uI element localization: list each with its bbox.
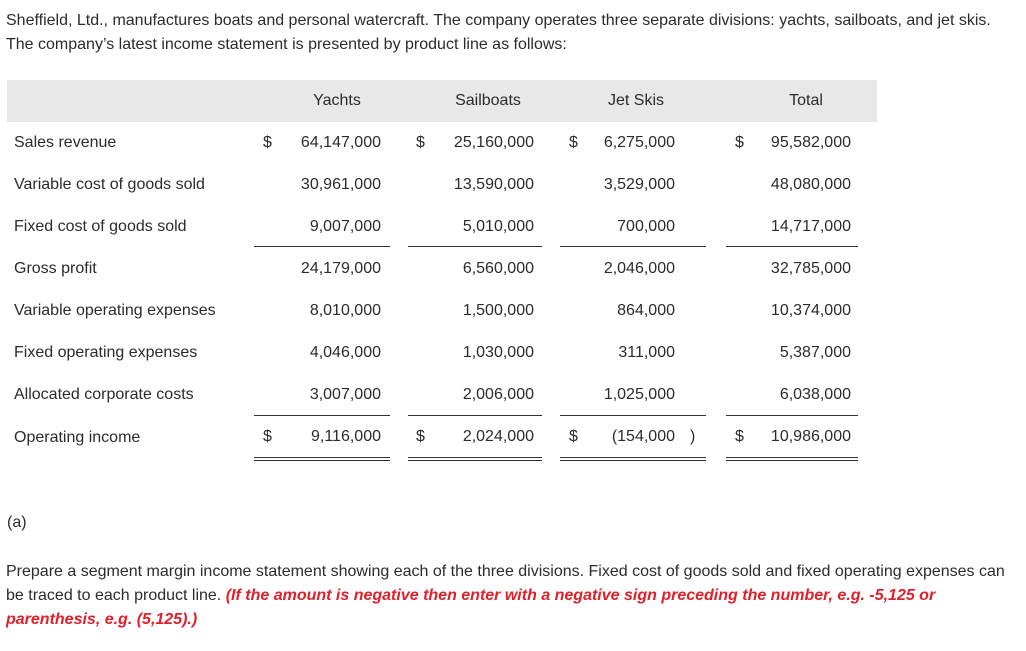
subtotal-rule: [560, 246, 706, 247]
cell-sailboats-operating-income: 2,024,000: [462, 428, 534, 445]
row-label-gross-profit: Gross profit: [14, 260, 97, 277]
cell-yachts-gross-profit: 24,179,000: [300, 260, 381, 277]
cell-yachts-sales: 64,147,000: [300, 134, 381, 151]
total-double-rule: [726, 457, 858, 461]
cell-jetskis-variable-cogs: 3,529,000: [603, 176, 675, 193]
cell-yachts-fixed-cogs: 9,007,000: [309, 218, 381, 235]
cell-yachts-allocated: 3,007,000: [309, 386, 381, 403]
col-header-jet-skis: Jet Skis: [607, 92, 664, 109]
cell-sailboats-variable-opex: 1,500,000: [462, 302, 534, 319]
cell-sailboats-fixed-cogs: 5,010,000: [462, 218, 534, 235]
currency-sign: $: [263, 428, 272, 445]
row-label-fixed-opex: Fixed operating expenses: [14, 344, 198, 361]
cell-total-operating-income: 10,986,000: [770, 428, 851, 445]
subtotal-rule: [408, 246, 542, 247]
cell-jetskis-allocated: 1,025,000: [603, 386, 675, 403]
total-double-rule: [560, 457, 706, 461]
cell-total-fixed-opex: 5,387,000: [779, 344, 851, 361]
instruction-note: (If the amount is negative then enter with a negative sign preceding the number, e.g. -5,125 or parenthesis, e.g. (5,125).): [6, 587, 936, 628]
cell-total-variable-cogs: 48,080,000: [770, 176, 851, 193]
col-header-yachts: Yachts: [313, 92, 361, 109]
close-paren: ): [690, 428, 696, 445]
subtotal-rule: [254, 415, 390, 416]
row-label-variable-cogs: Variable cost of goods sold: [14, 176, 205, 193]
cell-total-sales: 95,582,000: [770, 134, 851, 151]
currency-sign: $: [263, 134, 272, 151]
cell-sailboats-sales: 25,160,000: [453, 134, 534, 151]
cell-jetskis-operating-income: (154,000: [611, 428, 675, 445]
subtotal-rule: [726, 415, 858, 416]
subtotal-rule: [254, 246, 390, 247]
row-label-fixed-cogs: Fixed cost of goods sold: [14, 218, 187, 235]
currency-sign: $: [416, 134, 425, 151]
cell-total-allocated: 6,038,000: [779, 386, 851, 403]
cell-total-fixed-cogs: 14,717,000: [770, 218, 851, 235]
cell-yachts-operating-income: 9,116,000: [311, 428, 381, 445]
row-label-sales-revenue: Sales revenue: [14, 134, 117, 151]
cell-total-gross-profit: 32,785,000: [770, 260, 851, 277]
cell-yachts-variable-opex: 8,010,000: [309, 302, 381, 319]
cell-sailboats-gross-profit: 6,560,000: [462, 260, 534, 277]
cell-jetskis-fixed-cogs: 700,000: [617, 218, 675, 235]
cell-jetskis-variable-opex: 864,000: [617, 302, 675, 319]
row-label-allocated-corporate: Allocated corporate costs: [14, 386, 194, 403]
subtotal-rule: [726, 246, 858, 247]
cell-sailboats-allocated: 2,006,000: [462, 386, 534, 403]
total-double-rule: [254, 457, 390, 461]
currency-sign: $: [735, 428, 744, 445]
cell-jetskis-fixed-opex: 311,000: [618, 344, 675, 361]
part-label: (a): [7, 514, 27, 531]
col-header-total: Total: [789, 92, 823, 109]
cell-jetskis-sales: 6,275,000: [603, 134, 675, 151]
instruction-text: [6, 560, 1021, 632]
cell-total-variable-opex: 10,374,000: [770, 302, 851, 319]
cell-sailboats-fixed-opex: 1,030,000: [462, 344, 534, 361]
currency-sign: $: [569, 428, 578, 445]
cell-yachts-fixed-opex: 4,046,000: [309, 344, 381, 361]
problem-intro: Sheffield, Ltd., manufactures boats and personal watercraft. The company operates three separate divisions: yachts, sailboats, and jet skis. The company’s latest income statement is presented by product line as follows:: [6, 12, 991, 53]
subtotal-rule: [560, 415, 706, 416]
col-header-sailboats: Sailboats: [455, 92, 521, 109]
currency-sign: $: [569, 134, 578, 151]
cell-jetskis-gross-profit: 2,046,000: [603, 260, 675, 277]
currency-sign: $: [416, 428, 425, 445]
currency-sign: $: [735, 134, 744, 151]
subtotal-rule: [408, 415, 542, 416]
instruction-main: Prepare a segment margin income statement showing each of the three divisions. Fixed cost of goods sold and fixed operating expenses can be traced to each product line.: [6, 563, 1005, 604]
total-double-rule: [408, 457, 542, 461]
row-label-operating-income: Operating income: [14, 429, 141, 446]
cell-sailboats-variable-cogs: 13,590,000: [453, 176, 534, 193]
row-label-variable-opex: Variable operating expenses: [14, 302, 216, 319]
cell-yachts-variable-cogs: 30,961,000: [300, 176, 381, 193]
